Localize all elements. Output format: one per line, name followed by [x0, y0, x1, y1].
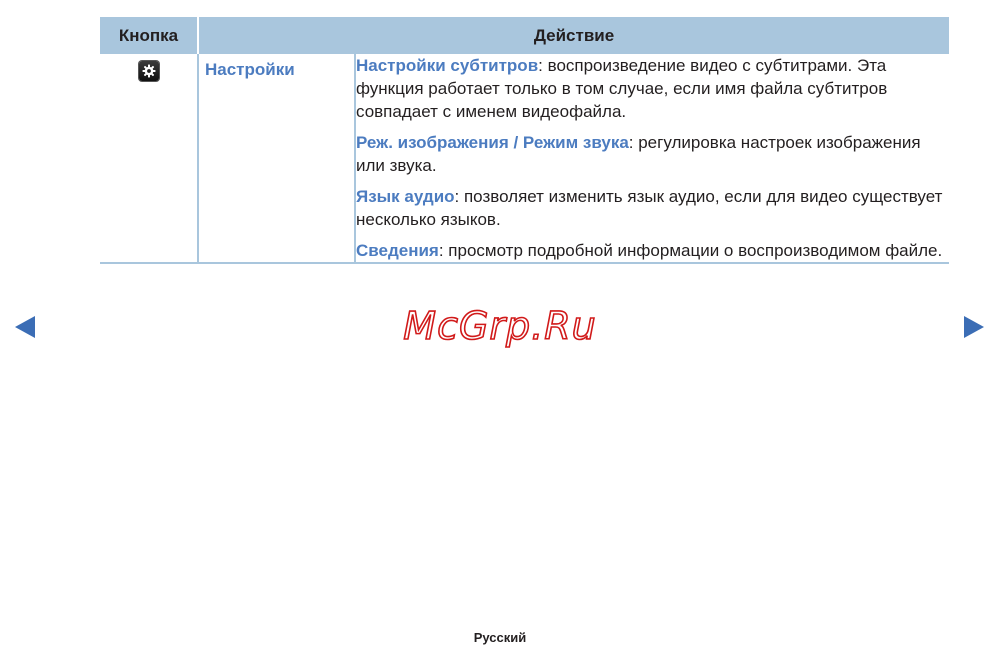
- desc-term: Язык аудио: [356, 187, 455, 206]
- table-row: [100, 54, 949, 263]
- function-name: Настройки: [205, 60, 295, 79]
- header-button-column: Кнопка: [100, 17, 198, 54]
- desc-term: Сведения: [356, 241, 439, 260]
- header-action-column: Действие: [198, 17, 949, 54]
- function-name-cell: [198, 54, 355, 263]
- desc-text: : позволяет изменить язык аудио, если для видео существует несколько языков.: [356, 187, 943, 229]
- desc-item-audio-language: [356, 185, 949, 231]
- desc-item-information: [356, 239, 949, 262]
- watermark: McGrp.Ru: [403, 304, 597, 348]
- gear-icon: [139, 61, 159, 81]
- desc-term: Настройки субтитров: [356, 56, 539, 75]
- table-header-row: [100, 17, 949, 54]
- desc-text: : просмотр подробной информации о воспроизводимом файле.: [438, 241, 943, 260]
- desc-text: : регулировка настроек изображения или звука.: [356, 133, 921, 175]
- function-table: [100, 17, 949, 264]
- description-cell: [355, 54, 949, 263]
- desc-item-subtitles: [356, 54, 949, 123]
- button-icon-cell: [100, 54, 198, 263]
- desc-term: Реж. изображения / Режим звука: [356, 133, 629, 152]
- desc-text: : воспроизведение видео с субтитрами. Эта функция работает только в том случае, если имя файла субтитров совпадает с именем видеофайла.: [356, 56, 888, 121]
- desc-item-picture-sound-mode: [356, 131, 949, 177]
- triangle-right-icon[interactable]: [964, 316, 984, 338]
- footer-language: Русский: [473, 630, 527, 645]
